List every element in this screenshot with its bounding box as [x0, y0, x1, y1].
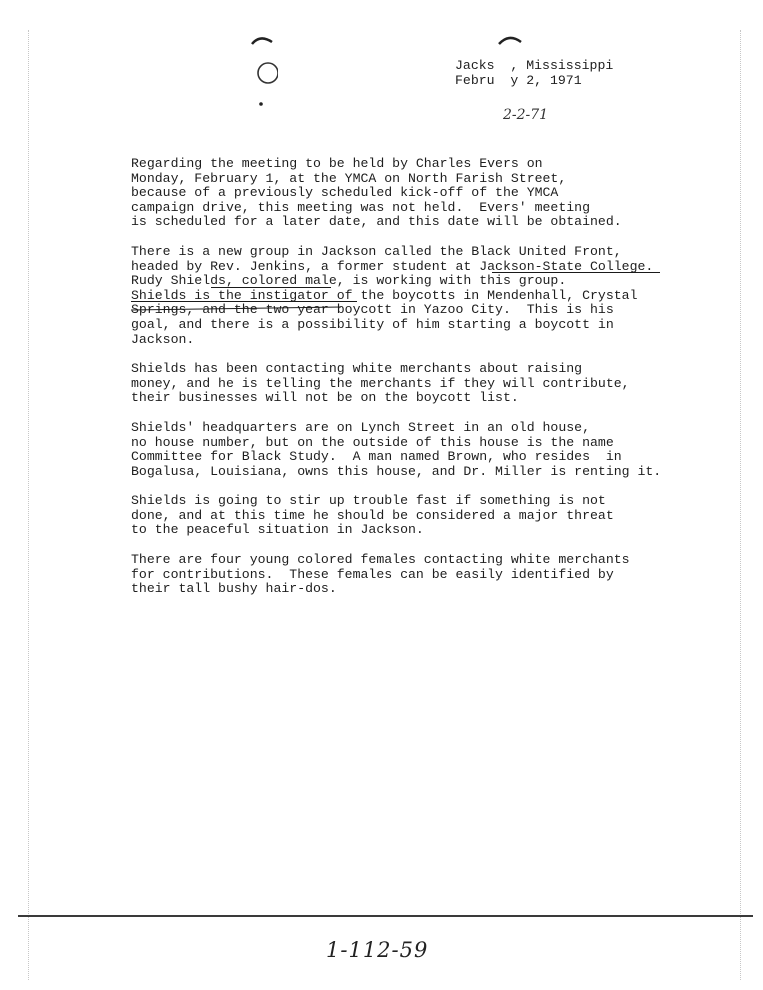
header-location: Jacks , Mississippi: [455, 58, 614, 73]
bottom-rule: [18, 915, 753, 917]
paragraph-threat: Shields is going to stir up trouble fast if something is not done, and at this time he should be considered a major threat to the peaceful situation in Jackson.: [131, 493, 614, 538]
left-scan-edge: [8, 30, 29, 980]
paragraph-headquarters: Shields' headquarters are on Lynch Street in an old house, no house number, but on the outside of this house is the name Committee for Black Study. A man named Brown, who resides in Bogalusa, Louisiana, owns this house, and Dr. Miller is renting it.: [131, 419, 662, 479]
underline-rev-jenkins: [211, 287, 331, 288]
hole-punch-mark: [248, 30, 278, 110]
paragraph-meeting: Regarding the meeting to be held by Charles Evers on Monday, February 1, at the YMCA on North Farish Street, because of a previously scheduled kick-off of the YMCA campaign drive, this meeting was not held. Evers' meeting is scheduled for a later date, and this date will be obtained.: [131, 156, 622, 230]
pen-stroke-mark: [496, 30, 526, 50]
underline-black-united-front: [492, 272, 660, 273]
right-scan-edge: [740, 30, 749, 980]
underline-rudy-shields: [131, 301, 357, 302]
file-number: 1-112-59: [326, 938, 429, 962]
handwritten-date: 2-2-71: [503, 107, 549, 123]
paragraph-black-united-front: There is a new group in Jackson called the Black United Front, headed by Rev. Jenkins, a former student at Jackson-State College. Rudy Shields, colored male, is working with this group. Shields is the instigator of the boycotts in Mendenhall, Crystal Springs, and the two year boycott in Yazoo City. This is his goal, and there is a possibility of him starting a boycott in Jackson.: [131, 243, 654, 347]
paragraph-contacting-merchants: Shields has been contacting white merchants about raising money, and he is telling the merchants if they will contribute, their businesses will not be on the boycott list.: [131, 361, 630, 406]
paragraph-young-females: There are four young colored females contacting white merchants for contributions. These females can be easily identified by their tall bushy hair-dos.: [131, 552, 630, 597]
letter-header: [455, 58, 613, 88]
memo-body: [131, 157, 731, 612]
header-date: Febru y 2, 1971: [455, 73, 582, 88]
